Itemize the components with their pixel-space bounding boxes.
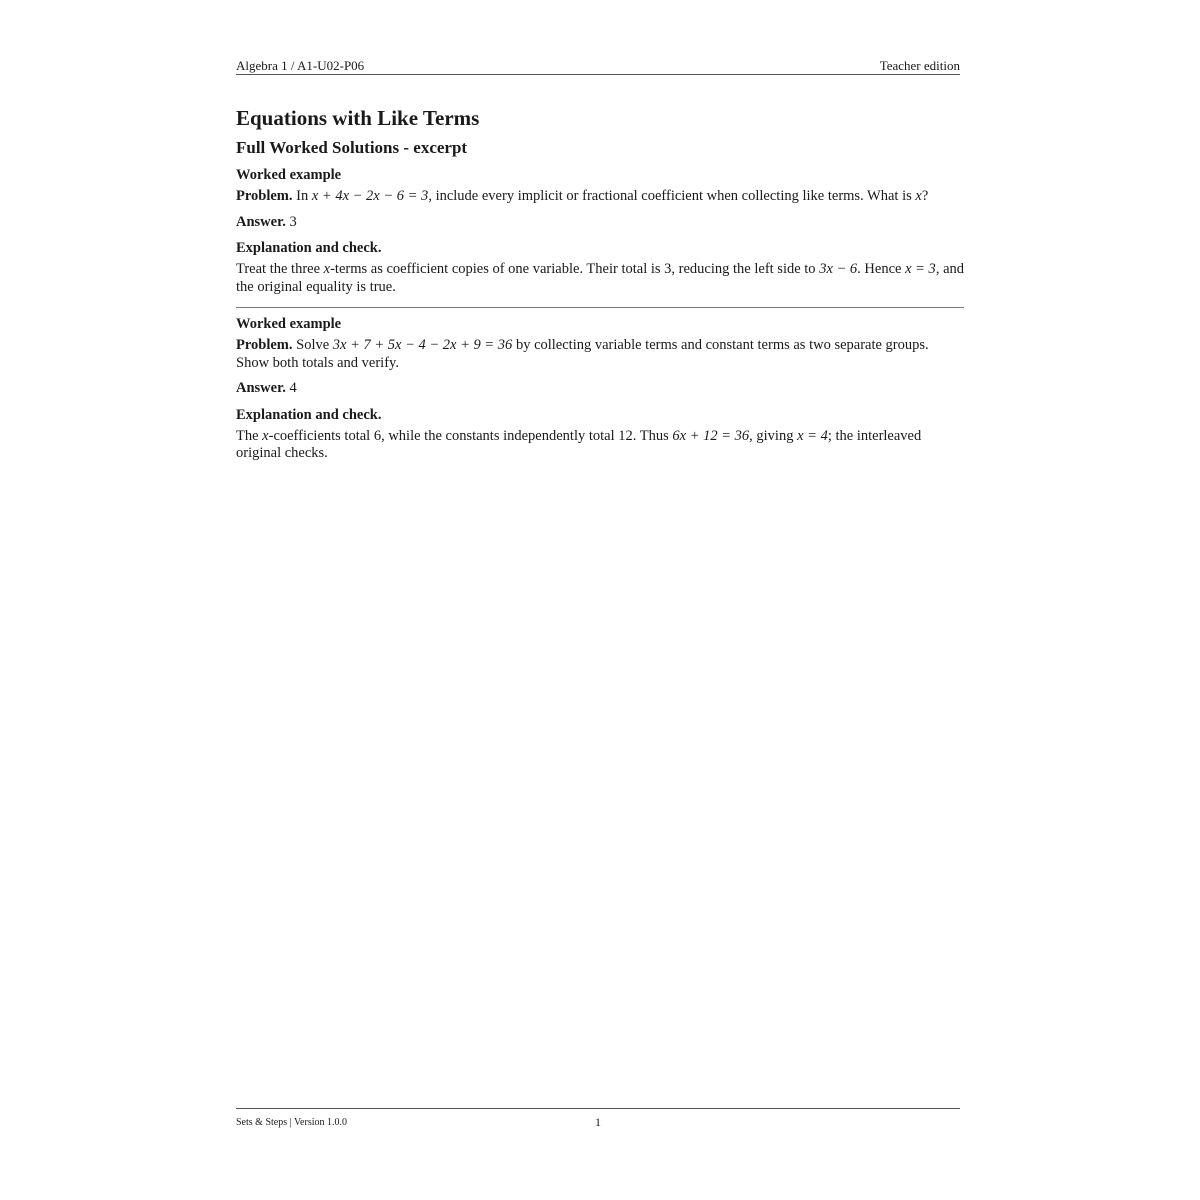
equation: 6x + 12 = 36 [672, 427, 750, 444]
answer-value: 3 [289, 213, 297, 230]
equation: x = 3 [905, 261, 936, 277]
explanation-heading: Explanation and check. [236, 406, 382, 423]
running-footer [236, 1108, 960, 1129]
answer-value: 4 [289, 380, 297, 396]
problem-text: by collecting variable terms and constant terms as two separate groups. Show both totals and verify. [236, 337, 929, 371]
problem-statement [236, 188, 964, 206]
answer-line [236, 214, 964, 232]
explanation-fragment: , while the constants independently total [381, 427, 615, 444]
explanation-fragment: . Thus [632, 427, 669, 444]
explanation-fragment: , reducing the left side to [671, 261, 816, 277]
problem-text: In [296, 188, 309, 204]
course-code: Algebra 1 / A1-U02-P06 [236, 58, 365, 73]
edition-label: Teacher edition [879, 58, 960, 73]
variable: x [323, 261, 331, 277]
explanation-fragment: The [236, 427, 259, 444]
explanation-fragment: , and the original equality is true. [236, 261, 964, 295]
page-title: Equations with Like Terms [236, 106, 480, 130]
running-header [236, 58, 960, 75]
example-heading: Worked example [236, 316, 342, 332]
explanation-heading: Explanation and check. [236, 240, 382, 256]
explanation-text [236, 261, 964, 296]
problem-text: , include every implicit or fractional coefficient when collecting like terms. What is [428, 188, 912, 204]
page-subtitle: Full Worked Solutions - excerpt [236, 138, 468, 157]
explanation-fragment: , giving [749, 427, 794, 444]
example-heading: Worked example [236, 167, 342, 183]
equation: x + 4x − 2x − 6 = 3 [311, 188, 429, 204]
answer-line [236, 380, 964, 398]
section-divider [236, 307, 964, 308]
math-value: 12 [618, 427, 633, 444]
footer-version: Sets & Steps | Version 1.0.0 [236, 1117, 347, 1128]
problem-label: Problem. [236, 188, 293, 204]
equation: x = 4 [797, 427, 828, 444]
explanation-text [236, 428, 964, 463]
explanation-fragment: Treat the three [236, 261, 321, 277]
problem-label: Problem. [236, 337, 293, 353]
problem-statement [236, 337, 964, 372]
worked-example-1 [236, 165, 964, 296]
answer-label: Answer. [236, 213, 286, 230]
expression: 3x − 6 [819, 261, 858, 277]
explanation-fragment: -coefficients total [268, 427, 371, 444]
equation: 3x + 7 + 5x − 4 − 2x + 9 = 36 [332, 337, 513, 353]
main-content [236, 105, 964, 463]
answer-label: Answer. [236, 380, 286, 396]
problem-text: ? [921, 188, 929, 204]
problem-text: Solve [296, 337, 330, 353]
worked-example-2 [236, 314, 964, 463]
page-number: 1 [595, 1115, 601, 1129]
explanation-fragment: ; the interleaved original checks. [236, 427, 922, 461]
variable: x [915, 188, 922, 204]
math-value: 6 [373, 427, 382, 444]
math-value: 3 [664, 261, 672, 277]
explanation-fragment: . Hence [857, 261, 902, 277]
variable: x [262, 427, 269, 444]
explanation-fragment: -terms as coefficient copies of one variable. Their total is [330, 261, 661, 277]
